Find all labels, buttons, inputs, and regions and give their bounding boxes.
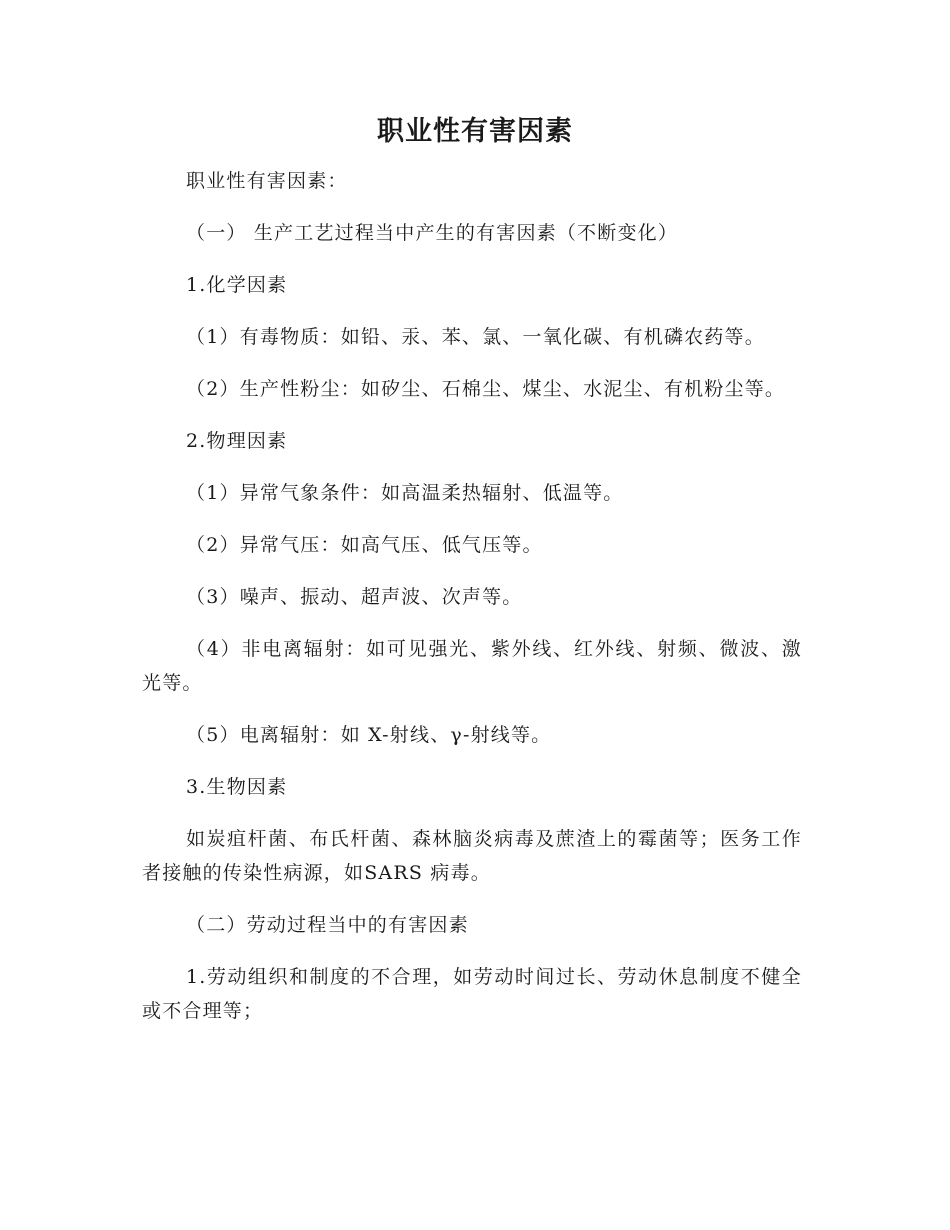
paragraph: 1.劳动组织和制度的不合理，如劳动时间过长、劳动休息制度不健全或不合理等；: [142, 966, 802, 1022]
paragraph: 如炭疽杆菌、布氏杆菌、森林脑炎病毒及蔗渣上的霉菌等；医务工作者接触的传染性病源，如SARS 病毒。: [142, 828, 802, 884]
document-body: [142, 164, 802, 1028]
paragraph: （1）异常气象条件：如高温柔热辐射、低温等。: [186, 482, 624, 504]
paragraph: （一） 生产工艺过程当中产生的有害因素（不断变化）: [186, 222, 679, 244]
paragraph: （1）有毒物质：如铅、汞、苯、氯、一氧化碳、有机磷农药等。: [186, 326, 765, 348]
paragraph: 2.物理因素: [186, 430, 288, 452]
paragraph: 1.化学因素: [186, 274, 288, 296]
page-title: 职业性有害因素: [377, 116, 573, 147]
paragraph: （4）非电离辐射：如可见强光、紫外线、红外线、射频、微波、激光等。: [142, 638, 802, 694]
paragraph: （2）生产性粉尘：如矽尘、石棉尘、煤尘、水泥尘、有机粉尘等。: [186, 378, 786, 400]
paragraph: （2）异常气压：如高气压、低气压等。: [186, 534, 543, 556]
paragraph: （3）噪声、振动、超声波、次声等。: [186, 586, 523, 608]
paragraph: 职业性有害因素：: [186, 170, 348, 192]
paragraph: （5）电离辐射：如 X-射线、γ-射线等。: [186, 724, 552, 746]
paragraph: （二）劳动过程当中的有害因素: [186, 914, 469, 936]
paragraph: 3.生物因素: [186, 776, 288, 798]
